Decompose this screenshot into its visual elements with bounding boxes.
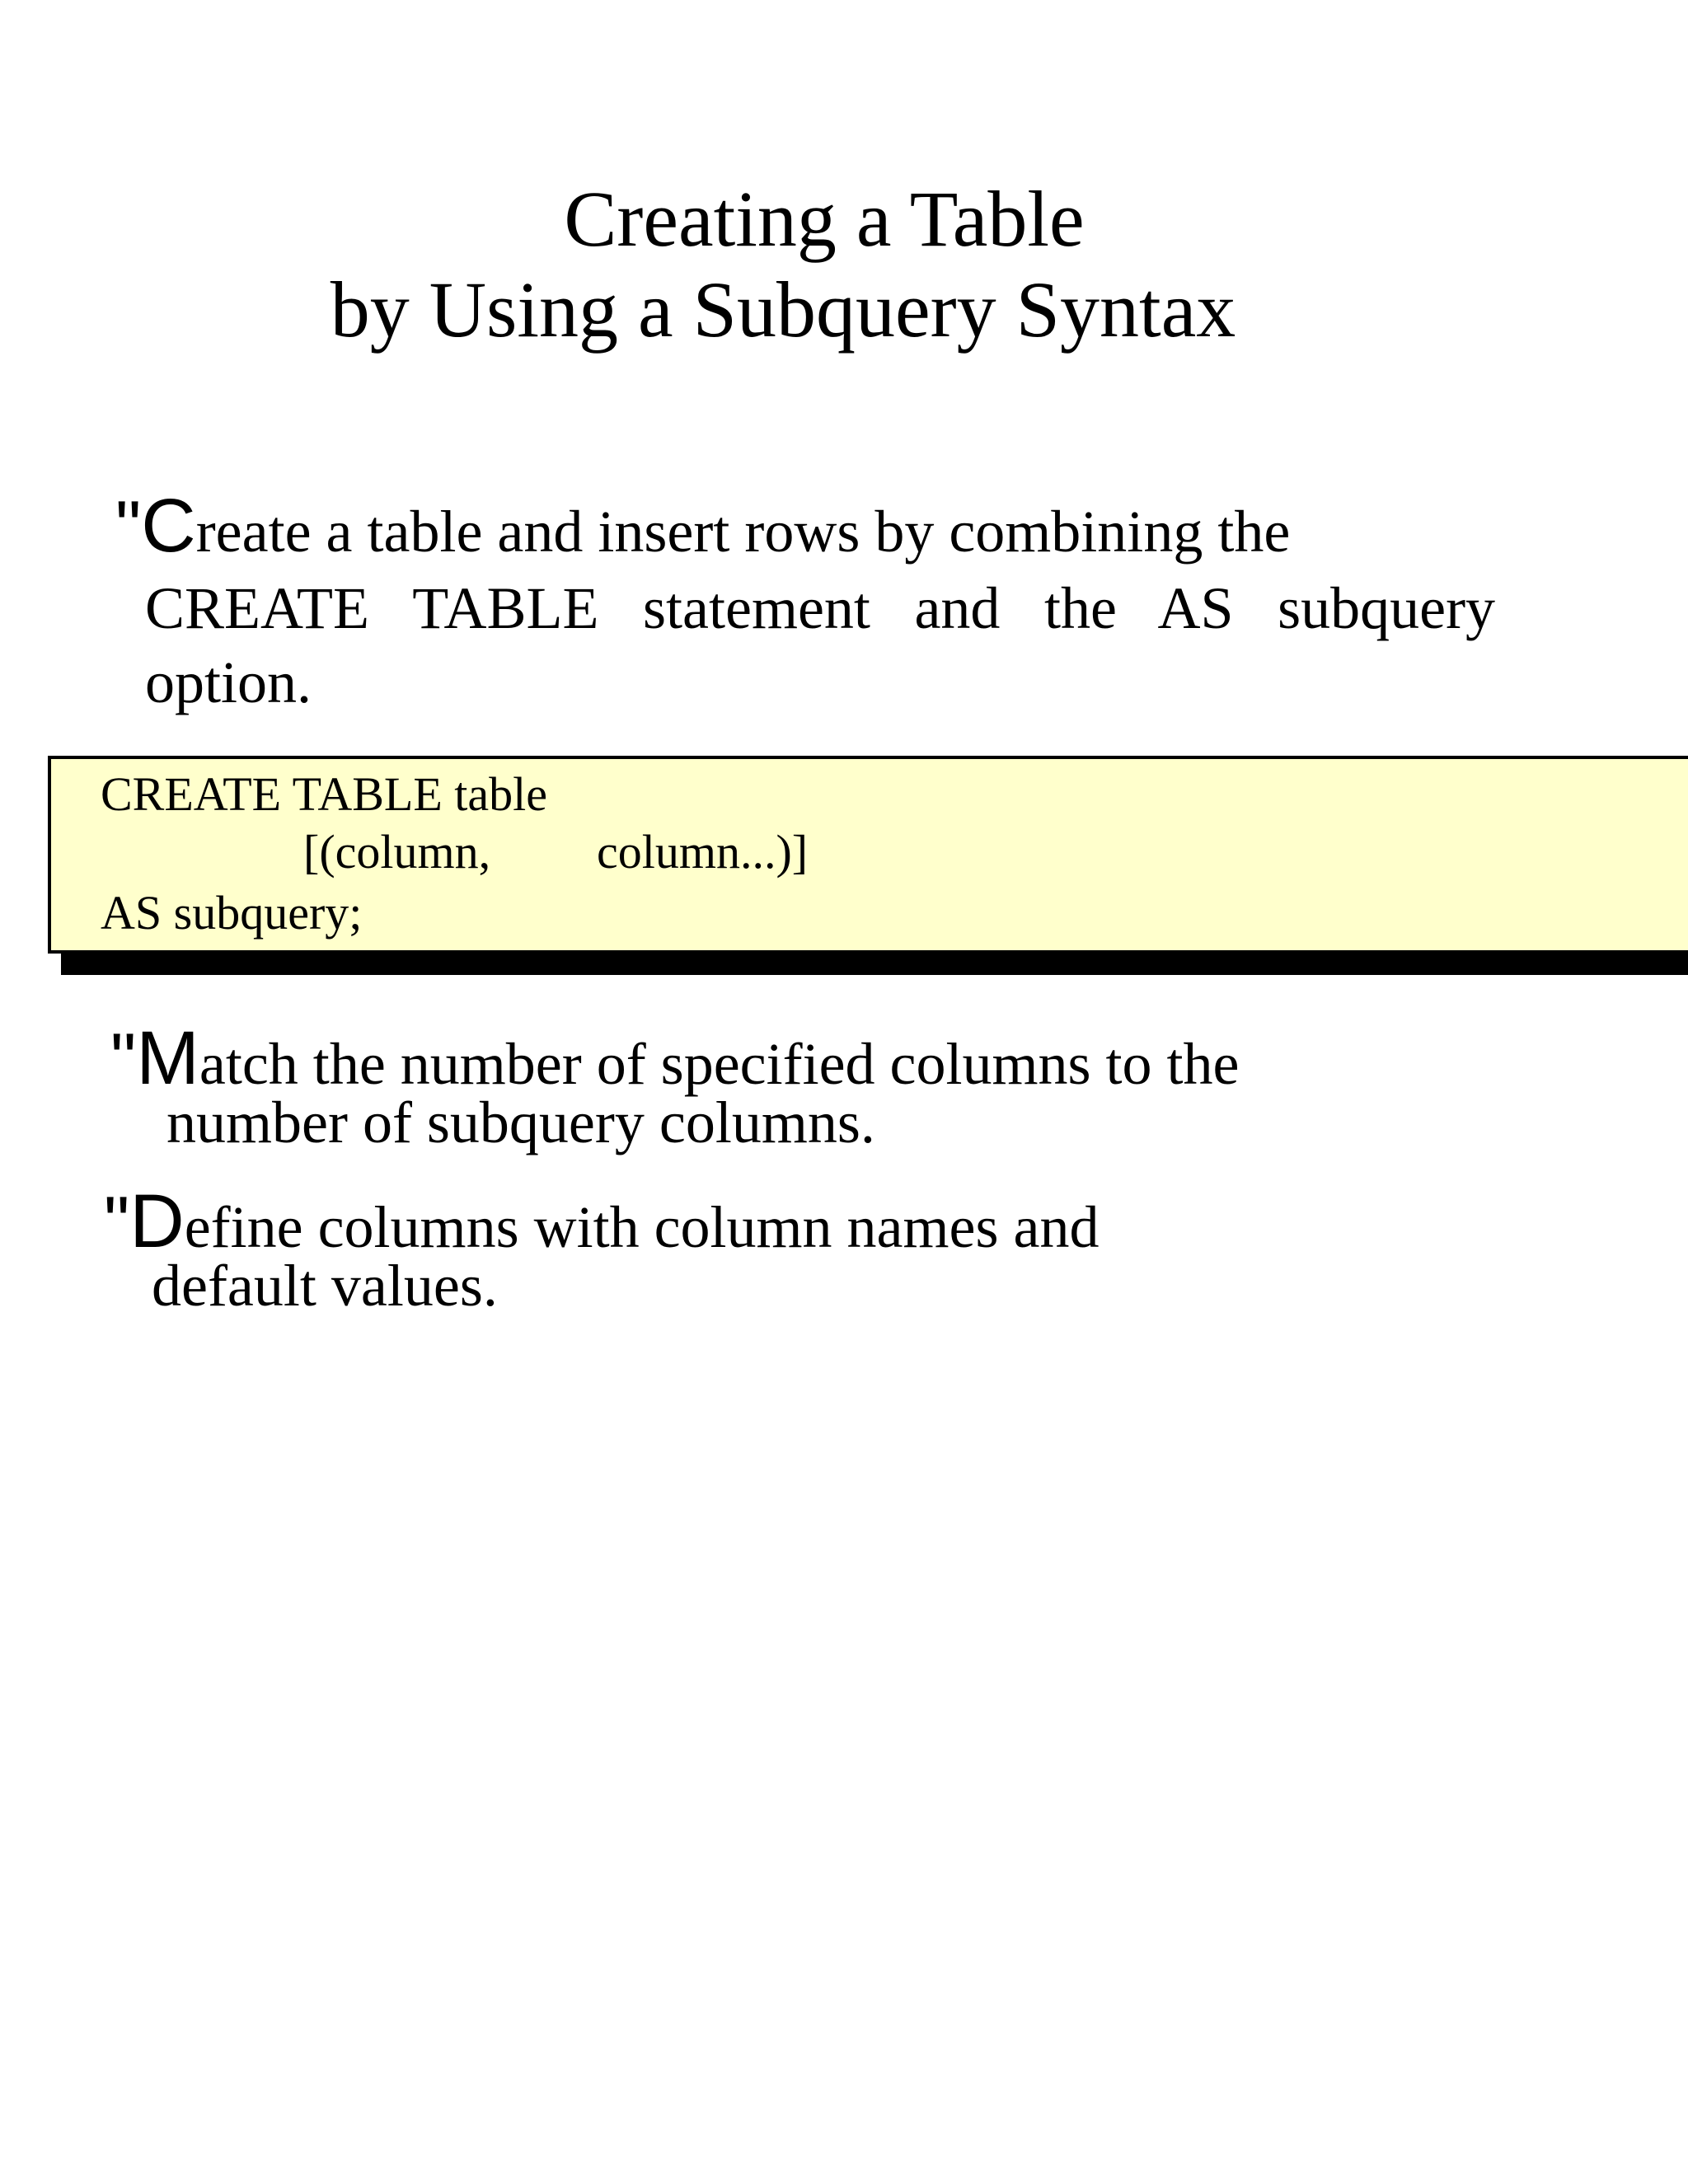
syntax-line: AS subquery; <box>101 886 363 940</box>
bullet-text: atch the number of specified columns to the <box>199 1031 1240 1097</box>
syntax-line: [(column, <box>303 825 491 879</box>
word: AS <box>1157 575 1234 641</box>
syntax-box <box>48 756 1688 954</box>
bullet-text: reate a table and insert rows by combining the <box>195 499 1291 565</box>
bullet-text: number of subquery columns. <box>166 1090 875 1155</box>
bullet-text: default values. <box>152 1253 498 1319</box>
page-title-line-2: by Using a Subquery Syntax <box>330 265 1236 354</box>
syntax-line: column...)] <box>597 825 809 879</box>
bullet-marker: " <box>115 485 142 567</box>
word: the <box>1043 575 1117 641</box>
word: and <box>914 575 1001 641</box>
word: CREATE <box>145 575 370 641</box>
bullet-line <box>110 1016 1240 1100</box>
bullet-line-justified <box>145 575 1496 641</box>
bullet-line <box>115 484 1291 568</box>
syntax-line: CREATE TABLE table <box>101 767 547 821</box>
bullet-initial: C <box>141 484 196 568</box>
page-title-line-1: Creating a Table <box>564 175 1085 263</box>
word: TABLE <box>412 575 599 641</box>
bullet-initial: M <box>136 1016 199 1100</box>
bullet-text: option. <box>145 649 312 715</box>
bullet-marker: " <box>110 1018 137 1099</box>
bullet-line <box>104 1179 1100 1263</box>
bullet-marker: " <box>104 1181 130 1263</box>
bullet-text: efine columns with column names and <box>184 1194 1100 1260</box>
bullet-initial: D <box>129 1179 185 1263</box>
word: subquery <box>1278 575 1496 641</box>
word: statement <box>643 575 870 641</box>
